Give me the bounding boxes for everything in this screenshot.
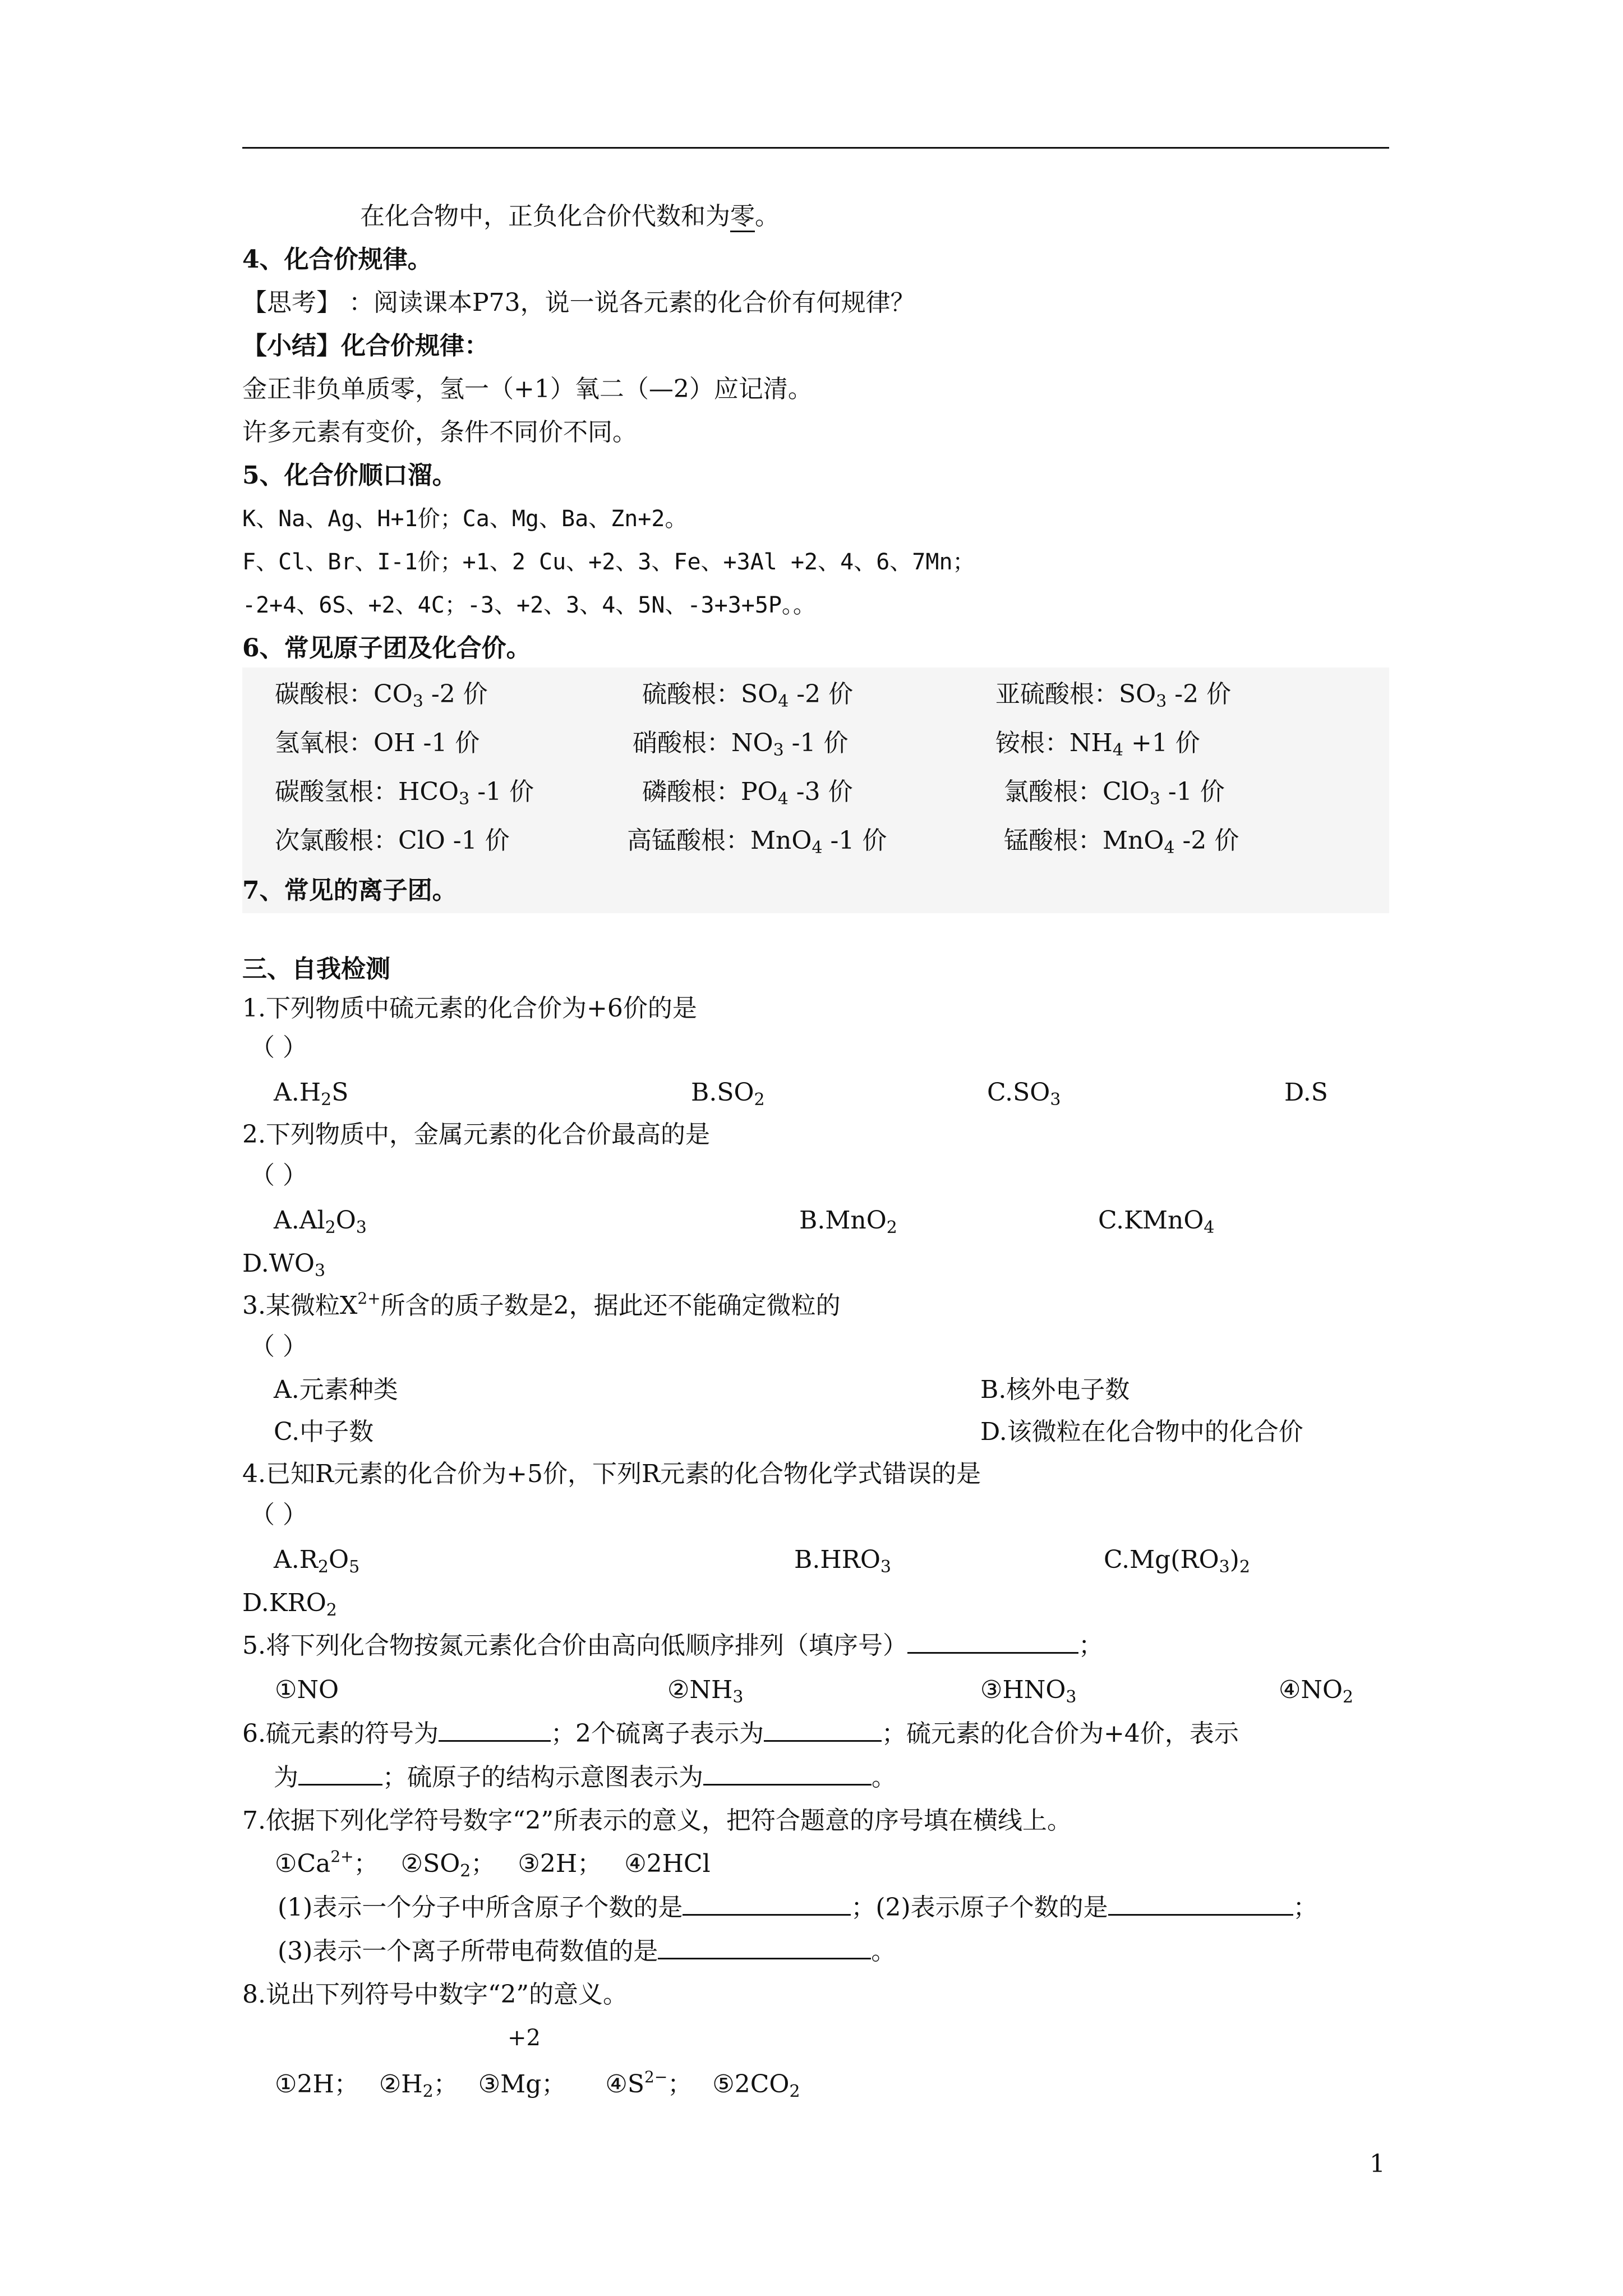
intro-text: 在化合物中，正负化合价代数和为 — [360, 202, 730, 231]
summary-heading: 【小结】化合价规律： — [242, 332, 489, 360]
page-number: 1 — [1370, 2150, 1385, 2178]
ion-group: 碳酸根：$CO_3$ -2 价 — [275, 680, 488, 711]
answer-blank[interactable] — [298, 1761, 382, 1786]
q3-option-d: D.该微粒在化合物中的化合价 — [980, 1418, 1303, 1446]
q4-option-a: $A.R_2O_5$ — [274, 1545, 360, 1577]
ion-group: 硝酸根：$NO_3$ -1 价 — [633, 729, 849, 760]
answer-blank[interactable] — [907, 1630, 1078, 1654]
q2-option-b: B.MnO$_2$ — [799, 1206, 897, 1237]
ion-group: 氯酸根：ClO$_3$ -1 价 — [1004, 777, 1225, 809]
think-prompt: 【思考】 ：阅读课本P73，说一说各元素的化合价有何规律？ — [242, 288, 915, 317]
rhyme-line-1: K、Na、Ag、H+1价；Ca、Mg、Ba、Zn+2。 — [242, 506, 688, 532]
answer-blank[interactable] — [658, 1935, 871, 1959]
question-8-stem: 8.说出下列符号中数字“2”的意义。 — [242, 1980, 628, 2009]
answer-blank[interactable] — [703, 1761, 872, 1786]
rhyme-line-2: F、Cl、Br、I-1价；+1、2 Cu、+2、3、Fe、+3Al +2、4、6、7Mn； — [242, 549, 975, 575]
q2-option-c: C.KMnO$_4$ — [1098, 1206, 1215, 1237]
question-2-stem: 2.下列物质中，金属元素的化合价最高的是 — [242, 1120, 710, 1149]
q1-option-c: $C.SO_3$ — [987, 1078, 1061, 1110]
answer-blank[interactable] — [1108, 1892, 1293, 1916]
intro-underlined-word: 零 — [730, 202, 755, 232]
question-5-stem: 5.将下列化合物按氮元素化合价由高向低顺序排列（填序号） ； — [242, 1630, 1103, 1662]
ion-group: 氢氧根：OH -1 价 — [275, 729, 480, 757]
answer-blank[interactable] — [439, 1718, 551, 1742]
answer-paren: （ ） — [250, 1501, 307, 1529]
intro-end: 。 — [755, 202, 780, 231]
q2-option-d: $D.WO_3$ — [242, 1249, 326, 1281]
q1-option-b: $B.SO_2$ — [691, 1078, 765, 1110]
valence-mark: +2 — [508, 2025, 541, 2051]
question-7-stem: 7.依据下列化学符号数字“2”所表示的意义，把符合题意的序号填在横线上。 — [242, 1806, 1072, 1835]
q5-item-1: ①NO — [275, 1676, 339, 1704]
q3-option-a: A.元素种类 — [274, 1375, 398, 1404]
q8-symbols: ①2H； $②H_2$； ③Mg； $④S^{2-}$； $⑤2CO_2$ — [275, 2068, 800, 2101]
ion-group: 硫酸根：$SO_4$ -2 价 — [642, 680, 854, 711]
q5-item-2: $②NH_3$ — [667, 1676, 744, 1707]
answer-blank[interactable] — [683, 1892, 851, 1916]
q4-option-d: $D.KRO_2$ — [242, 1589, 337, 1620]
q7-symbols: $①Ca^{2+}$； $②SO_2$； ③2H； ④2HCl — [275, 1847, 711, 1881]
q3-option-c: C.中子数 — [274, 1418, 374, 1446]
rule-line-1: 金正非负单质零，氢一（+1）氧二（—2）应记清。 — [242, 375, 813, 403]
ion-group: 高锰酸根：MnO$_4$ -1 价 — [627, 826, 887, 858]
q4-option-b: $B.HRO_3$ — [794, 1545, 891, 1577]
q7-item-3: (3)表示一个离子所带电荷数值的是 。 — [278, 1935, 896, 1967]
ion-group: 碳酸氢根：$HCO_3$ -1 价 — [275, 777, 534, 809]
q7-item-1-2: (1)表示一个分子中所含原子个数的是 ；(2)表示原子个数的是 ； — [278, 1892, 1318, 1924]
rule-line-2: 许多元素有变价，条件不同价不同。 — [242, 418, 637, 447]
question-6-line-2: 为 ；硫原子的结构示意图表示为 。 — [274, 1761, 896, 1793]
section-7-title: 7、常见的离子团。 — [242, 876, 457, 905]
answer-paren: （ ） — [250, 1033, 307, 1062]
question-6-line-1: 6.硫元素的符号为 ；2个硫离子表示为 ；硫元素的化合价为+4价，表示 — [242, 1718, 1239, 1750]
ion-group: 次氯酸根：ClO -1 价 — [275, 826, 510, 855]
question-1-stem: 1.下列物质中硫元素的化合价为+6价的是 — [242, 994, 697, 1023]
answer-blank[interactable] — [764, 1718, 882, 1742]
section-5-title: 5、化合价顺口溜。 — [242, 461, 457, 490]
self-test-title: 三、自我检测 — [242, 955, 390, 983]
section-6-title: 6、常见原子团及化合价。 — [242, 634, 531, 662]
ion-group: 磷酸根：$PO_4$ -3 价 — [642, 777, 853, 809]
header-rule — [242, 147, 1389, 149]
q4-option-c: $C.Mg(RO_3)_2$ — [1104, 1545, 1251, 1577]
q3-option-b: B.核外电子数 — [980, 1375, 1130, 1404]
question-3-stem: 3.某微粒$X^{2+}$所含的质子数是2，据此还不能确定微粒的 — [242, 1289, 841, 1320]
q1-option-d: D.S — [1284, 1078, 1328, 1107]
rhyme-line-3: -2+4、6S、+2、4C；-3、+2、3、4、5N、-3+3+5P。。 — [242, 592, 816, 618]
ion-group: 铵根：$NH_4 +1$ 价 — [995, 729, 1200, 760]
section-4-title: 4、化合价规律。 — [242, 245, 432, 274]
q2-option-a: $A.Al_2O_3$ — [274, 1206, 367, 1237]
ion-group: 亚硫酸根：$SO_3$ -2 价 — [995, 680, 1232, 711]
answer-paren: （ ） — [250, 1161, 307, 1190]
intro-line — [360, 201, 780, 232]
q5-item-4: $④NO_2$ — [1279, 1676, 1354, 1707]
ion-group: 锰酸根：MnO$_4$ -2 价 — [1004, 826, 1239, 858]
question-4-stem: 4.已知R元素的化合价为+5价，下列R元素的化合物化学式错误的是 — [242, 1460, 981, 1488]
answer-paren: （ ） — [250, 1332, 307, 1361]
q5-item-3: $③HNO_3$ — [980, 1676, 1077, 1707]
q1-option-a: $A.H_2S$ — [274, 1078, 349, 1110]
